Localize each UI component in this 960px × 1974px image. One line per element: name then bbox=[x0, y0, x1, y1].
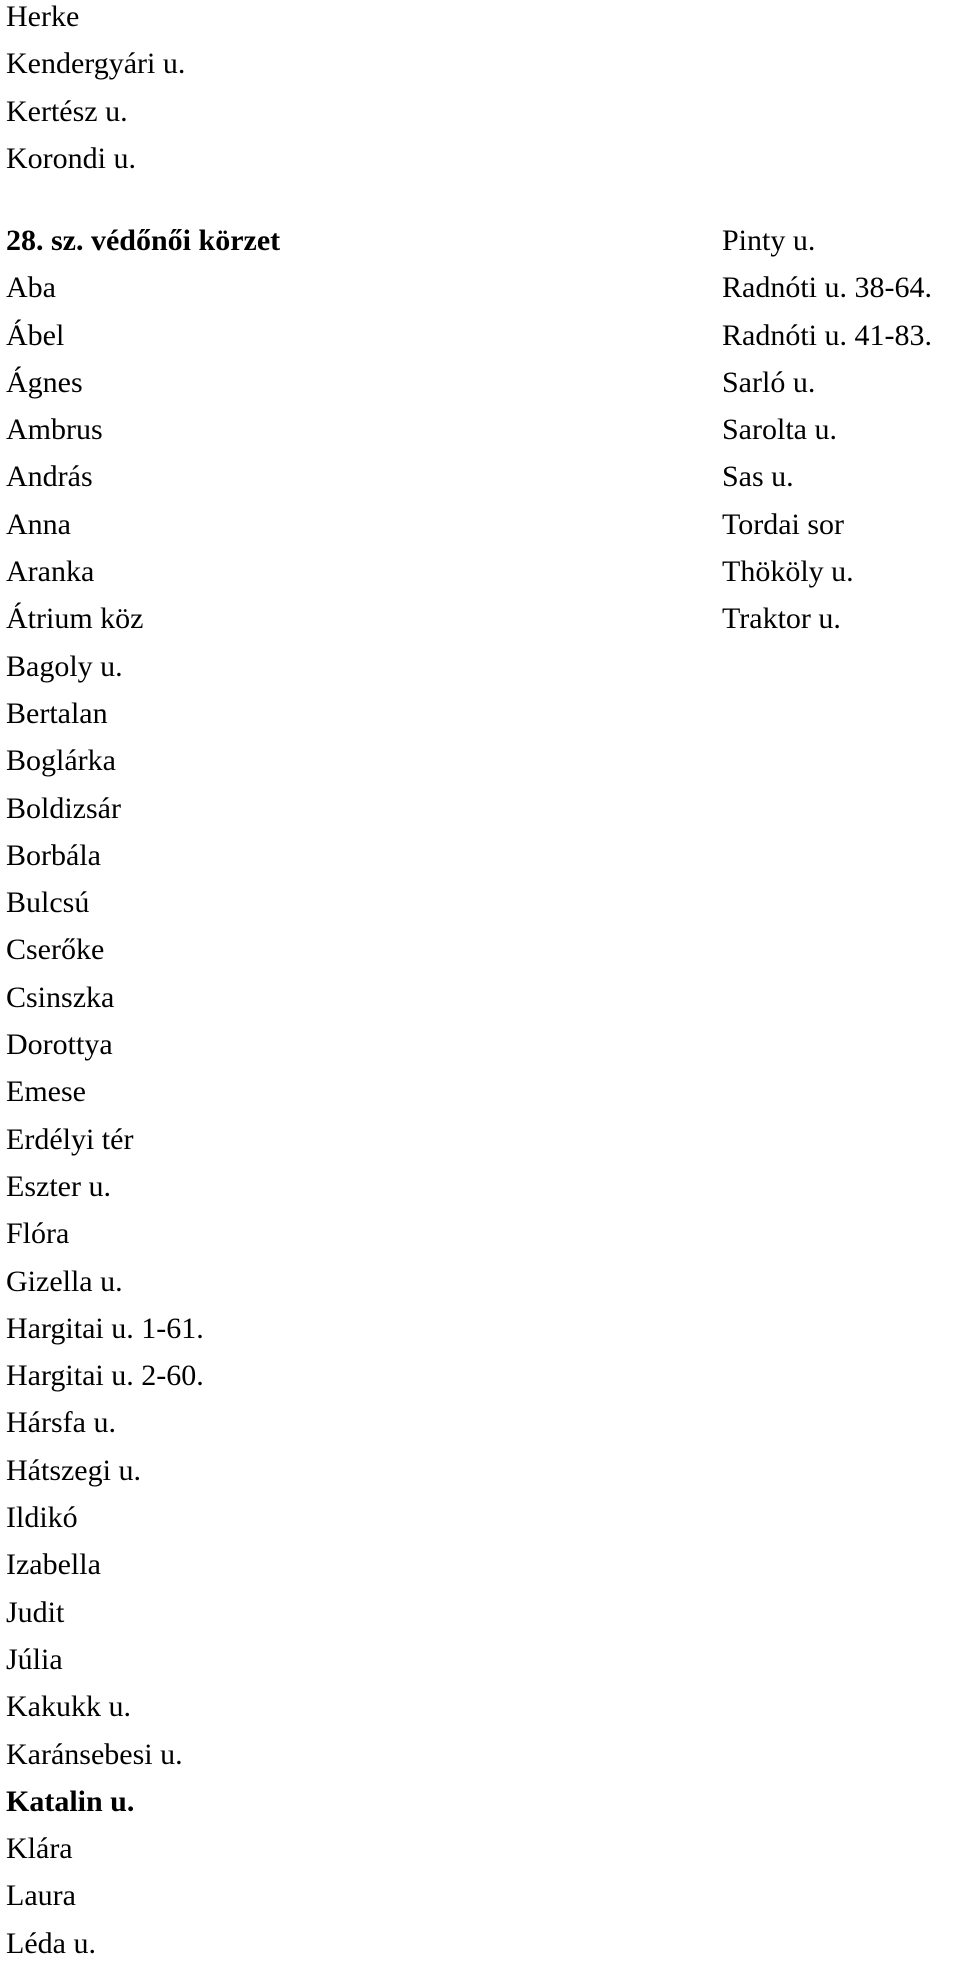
street-item: Bulcsú bbox=[6, 886, 90, 920]
street-item: Átrium köz bbox=[6, 602, 144, 636]
street-item: Klára bbox=[6, 1832, 73, 1866]
street-item: Katalin u. bbox=[6, 1784, 135, 1818]
street-list-top bbox=[6, 0, 185, 189]
street-item: Cserőke bbox=[6, 933, 105, 967]
street-item: Sarló u. bbox=[722, 365, 816, 399]
street-item: Boldizsár bbox=[6, 791, 121, 825]
street-item: Izabella bbox=[6, 1548, 101, 1582]
street-item: Kertész u. bbox=[6, 94, 128, 128]
street-item: Léda u. bbox=[6, 1926, 96, 1960]
street-item: Ildikó bbox=[6, 1501, 78, 1535]
street-item: Flóra bbox=[6, 1217, 70, 1251]
street-item: Judit bbox=[6, 1595, 65, 1629]
street-item: Dorottya bbox=[6, 1028, 113, 1062]
street-item: Kakukk u. bbox=[6, 1690, 131, 1724]
street-item: Bagoly u. bbox=[6, 649, 123, 683]
street-item: Bertalan bbox=[6, 696, 108, 730]
street-item: Tordai sor bbox=[722, 507, 845, 541]
street-item: Karánsebesi u. bbox=[6, 1737, 183, 1771]
street-item: Hargitai u. 1-61. bbox=[6, 1311, 204, 1345]
district-left-column bbox=[6, 224, 280, 1974]
street-item: Laura bbox=[6, 1879, 76, 1913]
street-item: Hátszegi u. bbox=[6, 1453, 141, 1487]
street-item: Emese bbox=[6, 1075, 86, 1109]
street-item: Herke bbox=[6, 0, 80, 33]
street-item: Thököly u. bbox=[722, 555, 854, 589]
street-item: Eszter u. bbox=[6, 1169, 111, 1203]
street-item: Traktor u. bbox=[722, 602, 841, 636]
street-item: Kendergyári u. bbox=[6, 47, 186, 81]
street-item: Aba bbox=[6, 271, 56, 305]
district-heading: 28. sz. védőnői körzet bbox=[6, 224, 281, 257]
street-item: Hársfa u. bbox=[6, 1406, 116, 1440]
street-item: Ágnes bbox=[6, 365, 83, 399]
street-item: Ábel bbox=[6, 318, 65, 352]
street-item: Pinty u. bbox=[722, 224, 816, 257]
street-item: Aranka bbox=[6, 555, 95, 589]
street-item: Júlia bbox=[6, 1642, 63, 1676]
street-item: Ambrus bbox=[6, 413, 103, 447]
street-item: Csinszka bbox=[6, 980, 115, 1014]
street-item: Borbála bbox=[6, 838, 101, 872]
district-right-list bbox=[722, 224, 932, 650]
street-item: Sas u. bbox=[722, 460, 794, 494]
street-item: András bbox=[6, 460, 93, 494]
street-item: Gizella u. bbox=[6, 1264, 123, 1298]
street-item: Radnóti u. 41-83. bbox=[722, 318, 932, 352]
street-item: Hargitai u. 2-60. bbox=[6, 1359, 204, 1393]
district-left-list bbox=[6, 271, 280, 1974]
street-item: Radnóti u. 38-64. bbox=[722, 271, 932, 305]
street-item: Korondi u. bbox=[6, 141, 136, 175]
street-item: Sarolta u. bbox=[722, 413, 837, 447]
street-item: Boglárka bbox=[6, 744, 116, 778]
street-item: Erdélyi tér bbox=[6, 1122, 134, 1156]
district-right-column bbox=[722, 224, 932, 650]
street-item: Anna bbox=[6, 507, 71, 541]
